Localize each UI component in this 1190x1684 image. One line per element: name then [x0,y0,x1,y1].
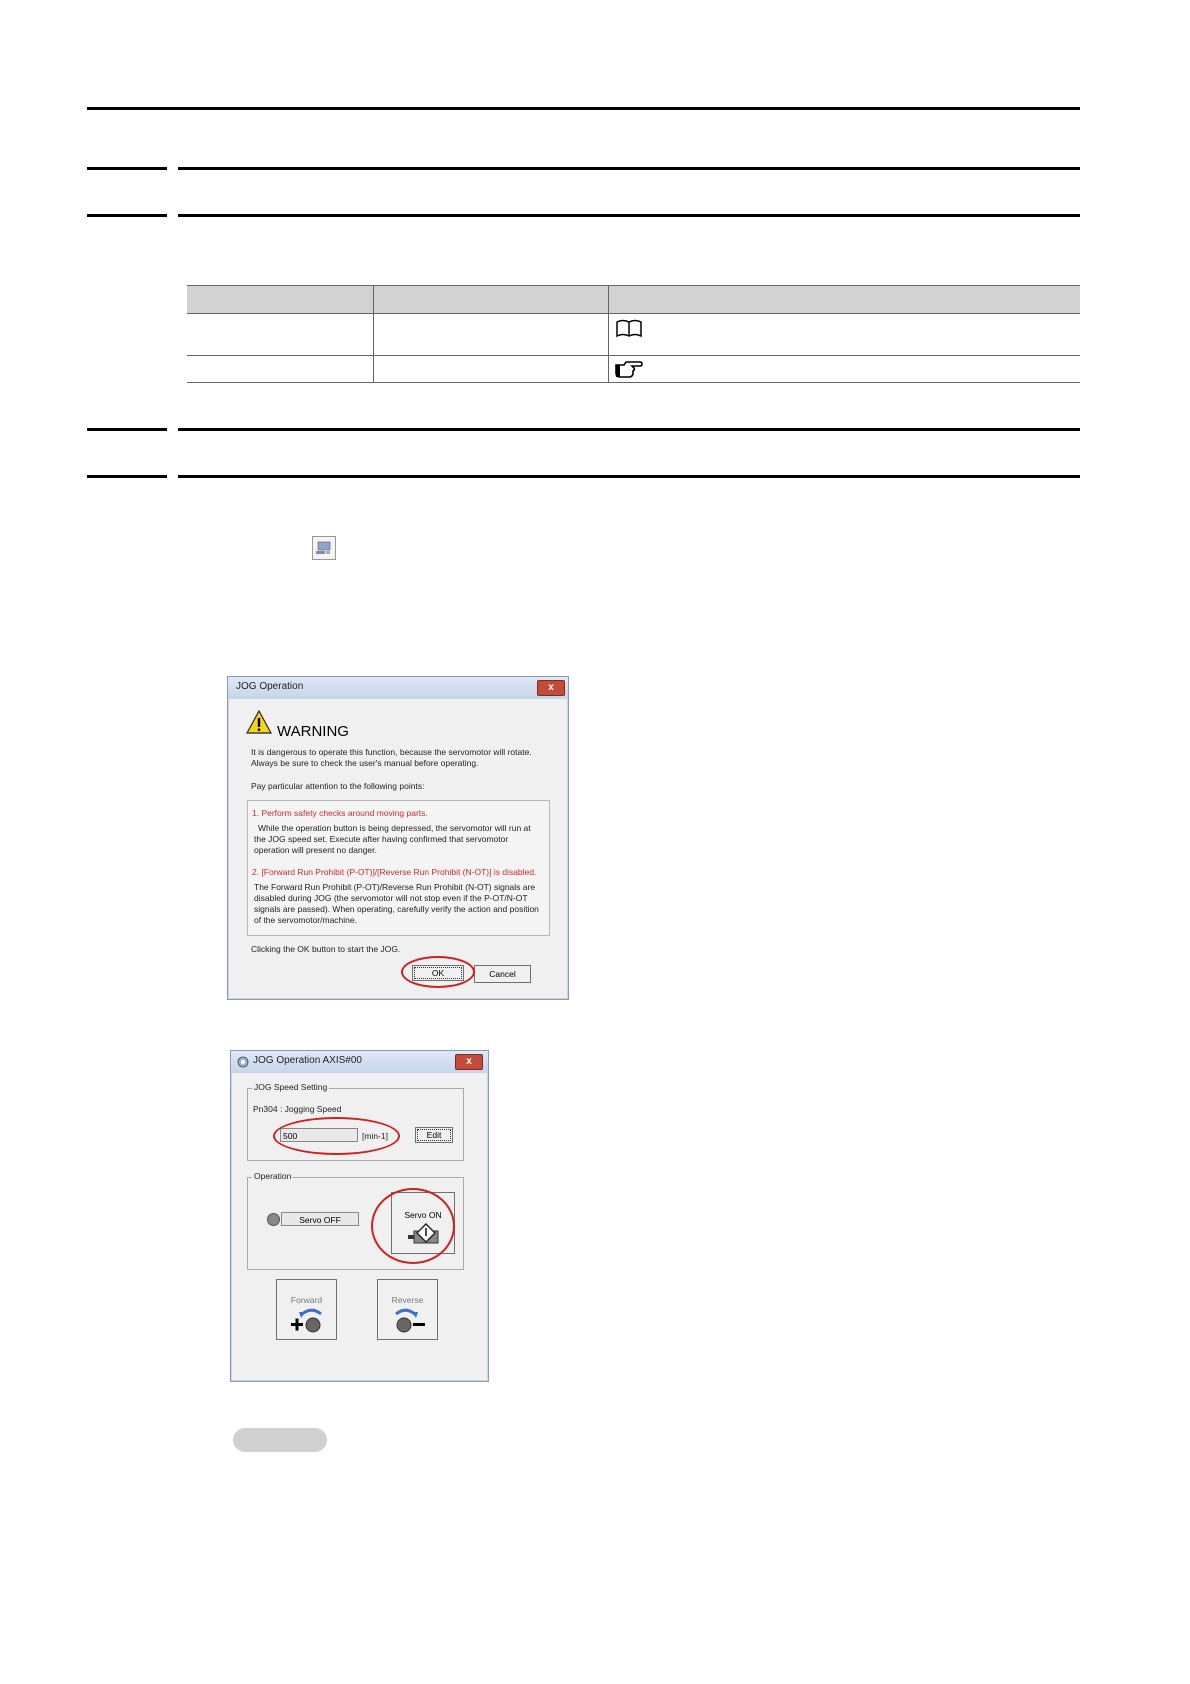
forward-button[interactable] [276,1279,337,1340]
attention-text: Pay particular attention to the following points: [251,781,425,791]
point1-body [254,823,546,856]
table-col-divider-1 [373,285,374,383]
warning-heading: WARNING [277,723,349,740]
point2-line: The Forward Run Prohibit (P-OT)/Reverse Run Prohibit (N-OT) signals are [254,882,536,892]
point2-title: 2. [Forward Run Prohibit (P-OT)]/[Reverse Run Prohibit (N-OT)] is disabled. [252,867,537,877]
unit-label: [min-1] [362,1131,388,1141]
app-icon [237,1055,249,1073]
ok-button[interactable]: OK [412,965,464,981]
point2-line: signals are passed). When operating, carefully verify the action and position [254,904,539,914]
point1-line: While the operation button is being depressed, the servomotor will run at [258,823,531,833]
section-rule-left-4 [87,475,167,478]
dialog-title: JOG Operation AXIS#00 [253,1055,362,1066]
note-badge [233,1428,327,1452]
intro-line: It is dangerous to operate this function, because the servomotor will rotate. [251,747,532,757]
point2-line: of the servomotor/machine. [254,915,357,925]
group-label: Operation [254,1171,292,1181]
dialog-title: JOG Operation [236,681,304,692]
servo-status-field: Servo OFF [281,1212,359,1226]
intro-line: Always be sure to check the user's manual before operating. [251,758,479,768]
section-rule-right-1 [178,167,1080,170]
pointing-hand-icon [614,360,644,385]
dialog-titlebar [231,1051,488,1073]
section-rule-left-3 [87,428,167,431]
reference-table [187,285,1080,385]
reverse-rotate-icon [390,1306,430,1336]
highlight-ring-speed [273,1117,400,1155]
table-header-row [187,285,1080,314]
book-icon [615,318,643,343]
servo-on-label: Servo ON [404,1210,442,1220]
point2-body [254,882,546,926]
point1-title: 1. Perform safety checks around moving parts. [252,808,428,818]
jog-operation-dialog [227,676,569,1000]
intro-text [251,747,556,769]
section-rule-left-1 [87,167,167,170]
highlight-ring-servo [371,1188,455,1264]
section-rule-left-2 [87,214,167,217]
footer-text: Clicking the OK button to start the JOG. [251,944,401,954]
jog-speed-group [247,1082,464,1161]
section-rule-right-3 [178,428,1080,431]
forward-rotate-icon [289,1306,329,1336]
point1-line: operation will present no danger. [254,845,377,855]
forward-label: Forward [290,1295,323,1305]
header-rule [87,107,1080,110]
cancel-button[interactable]: Cancel [474,965,531,983]
speed-input[interactable]: 500 [280,1128,358,1142]
reverse-button[interactable] [377,1279,438,1340]
status-lamp-icon [267,1213,280,1226]
group-label: JOG Speed Setting [254,1082,328,1092]
warning-icon [246,710,272,739]
param-label: Pn304 : Jogging Speed [253,1104,342,1114]
reverse-label: Reverse [391,1295,424,1305]
jog-toolbar-icon[interactable] [312,536,336,560]
table-row-divider [187,355,1080,356]
close-button[interactable]: x [537,680,565,696]
table-col-divider-2 [608,285,609,383]
operation-group [247,1171,464,1270]
point2-line: disabled during JOG (the servomotor will not stop even if the P-OT/N-OT [254,893,528,903]
edit-button[interactable]: Edit [415,1127,453,1143]
highlight-ring-ok [401,956,475,988]
section-rule-right-2 [178,214,1080,217]
section-rule-right-4 [178,475,1080,478]
close-button[interactable]: x [455,1054,483,1070]
caution-points-box [247,800,550,936]
dialog-titlebar [228,677,568,699]
jog-axis-dialog [230,1050,489,1382]
point1-line: the JOG speed set. Execute after having confirmed that servomotor [254,834,509,844]
